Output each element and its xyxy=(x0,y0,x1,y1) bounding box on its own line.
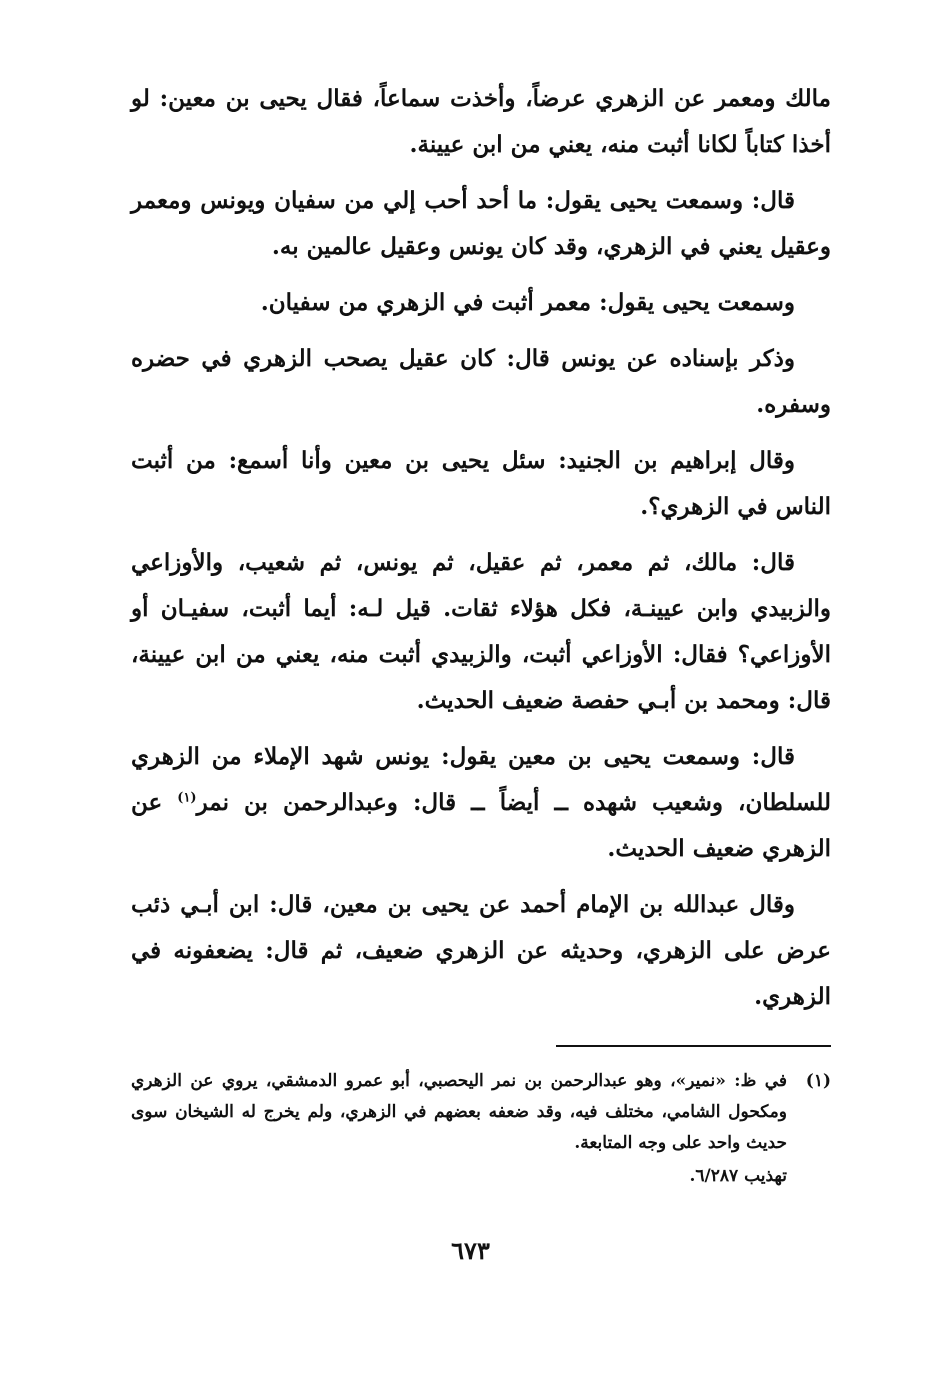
footnotes-section xyxy=(131,1066,831,1192)
paragraph-5: وقال إبراهيم بن الجنيد: سئل يحيى بن معين وأنا أسمع: من أثبت الناس في الزهري؟. xyxy=(131,447,831,520)
page-number: ٦٧٣ xyxy=(451,1236,490,1265)
footnote-reference: تهذيب ٦/٢٨٧. xyxy=(689,1166,787,1186)
paragraph-2: قال: وسمعت يحيى يقول: ما أحد أحب إلي من سفيان ويونس ومعمر وعقيل يعني في الزهري، وقد كان يونس وعقيل عالمين به. xyxy=(131,187,831,260)
footnote-separator xyxy=(556,1045,831,1047)
main-text-body xyxy=(131,76,831,1030)
paragraph-7-text-before: قال: وسمعت يحيى بن معين يقول: يونس شهد الإملاء من الزهري للسلطان، وشعيب شهده ــ أيضاً ــ قال: وعبدالرحمن بن نمر xyxy=(131,743,831,816)
paragraph-7 xyxy=(131,734,831,872)
paragraph-8: وقال عبدالله بن الإمام أحمد عن يحيى بن معين، قال: ابن أبـي ذئب عرض على الزهري، وحديثه عن الزهري ضعيف، ثم قال: يضعفونه في الزهري. xyxy=(131,891,831,1010)
paragraph-3: وسمعت يحيى يقول: معمر أثبت في الزهري من سفيان. xyxy=(260,289,795,316)
footnote-marker: (١) xyxy=(177,790,197,806)
footnote-number: (١) xyxy=(805,1071,831,1091)
paragraph-4: وذكر بإسناده عن يونس قال: كان عقيل يصحب الزهري في حضره وسفره. xyxy=(131,345,831,418)
paragraph-1: مالك ومعمر عن الزهري عرضاً، وأخذت سماعاً، فقال يحيى بن معين: لو أخذا كتاباً لكانا أثبت منه، يعني من ابن عيينة. xyxy=(131,85,831,158)
paragraph-7-text-after: عن الزهري ضعيف الحديث. xyxy=(131,789,831,862)
footnote-1 xyxy=(131,1066,831,1159)
paragraph-6: قال: مالك، ثم معمر، ثم عقيل، ثم يونس، ثم شعيب، والأوزاعي والزبيدي وابن عيينـة، فكل هؤلاء ثقات. قيل لـه: أيما أثبت، سفيـان أو الأوزاعي؟ فقال: الأوزاعي أثبت، والزبيدي أثبت منه، يعني من ابن عيينة، قال: ومحمد بن أبـي حفصة ضعيف الحديث. xyxy=(131,549,831,714)
footnote-text: في ظ: «نمير»، وهو عبدالرحمن بن نمر اليحصبي، أبو عمرو الدمشقي، يروي عن الزهري ومكحول الشامي، مختلف فيه، وقد ضعفه بعضهم في الزهري، ولم يخرج له الشيخان سوى حديث واحد على وجه المتابعة. xyxy=(131,1071,787,1153)
